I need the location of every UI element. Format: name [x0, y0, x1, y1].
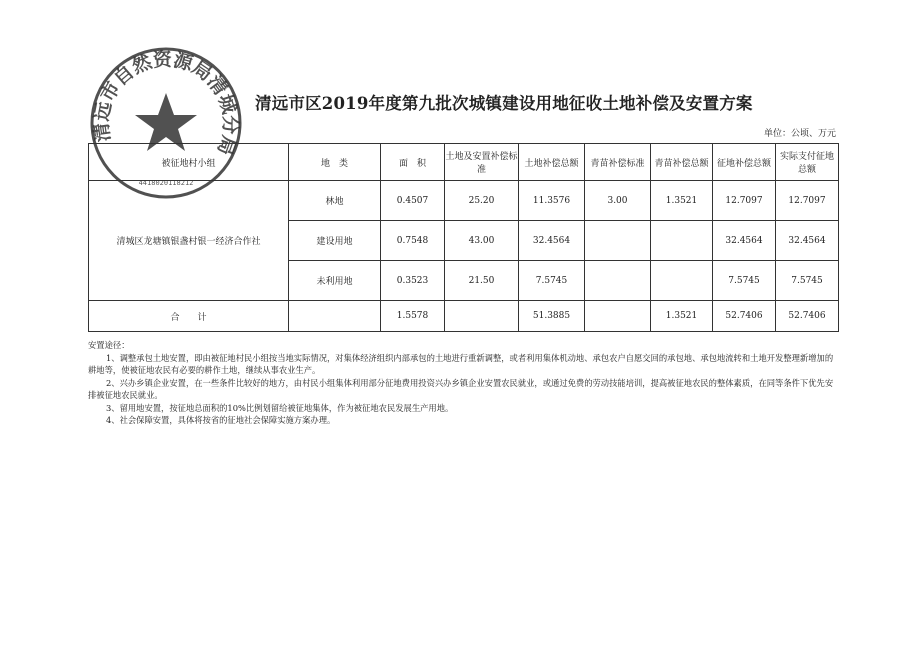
- total-row: [89, 301, 839, 332]
- table-cell: 1.3521: [651, 181, 713, 221]
- table-cell: 32.4564: [776, 221, 839, 261]
- notes-heading: 安置途径：: [88, 340, 130, 350]
- total-cell: [585, 301, 651, 332]
- header-cell: 土地补偿总额: [519, 144, 585, 181]
- table-cell: 32.4564: [519, 221, 585, 261]
- table-cell: 7.5745: [776, 261, 839, 301]
- total-cell: [289, 301, 381, 332]
- table-row: [89, 181, 839, 221]
- table-cell: 0.3523: [381, 261, 445, 301]
- table-cell: 3.00: [585, 181, 651, 221]
- total-cell: 51.3885: [519, 301, 585, 332]
- header-cell: 青苗补偿总额: [651, 144, 713, 181]
- total-cell: [445, 301, 519, 332]
- header-cell: 被征地村小组: [89, 144, 289, 181]
- total-cell: 1.5578: [381, 301, 445, 332]
- total-cell: 52.7406: [713, 301, 776, 332]
- table-cell: 7.5745: [713, 261, 776, 301]
- table-cell: [651, 261, 713, 301]
- header-cell: 地 类: [289, 144, 381, 181]
- table-cell: 0.4507: [381, 181, 445, 221]
- table-cell: 21.50: [445, 261, 519, 301]
- total-cell: 52.7406: [776, 301, 839, 332]
- compensation-table: [88, 143, 839, 332]
- svg-text:4418020118212: 4418020118212: [138, 179, 194, 187]
- table-cell: 林地: [289, 181, 381, 221]
- table-cell: [585, 221, 651, 261]
- note-item: 4、社会保障安置，具体将按省的征地社会保障实施方案办理。: [106, 415, 336, 425]
- header-cell: 青苗补偿标准: [585, 144, 651, 181]
- header-cell: 土地及安置补偿标准: [445, 144, 519, 181]
- table-cell: 12.7097: [776, 181, 839, 221]
- table-cell: 32.4564: [713, 221, 776, 261]
- total-cell: 1.3521: [651, 301, 713, 332]
- table-cell: 12.7097: [713, 181, 776, 221]
- note-item: 1、调整承包土地安置，即由被征地村民小组按当地实际情况，对集体经济组织内部承包的土地进行重新调整，或者利用集体机动地、承包农户自愿交回的承包地、承包地流转和土地开发整理新增加的耕地等，使被征地农民有必要的耕作土地，继续从事农业生产。: [88, 352, 834, 375]
- document-title: 清远市区2019年度第九批次城镇建设用地征收土地补偿及安置方案: [255, 94, 753, 113]
- table-cell: 25.20: [445, 181, 519, 221]
- note-item: 2、兴办乡镇企业安置，在一些条件比较好的地方，由村民小组集体利用部分征地费用投资兴办乡镇企业安置农民就业，或通过免费的劳动技能培训，提高被征地农民的整体素质，在同等条件下优先安排被征地农民就业。: [88, 377, 834, 400]
- table-cell: 43.00: [445, 221, 519, 261]
- header-cell: 实际支付征地总额: [776, 144, 839, 181]
- header-cell: 征地补偿总额: [713, 144, 776, 181]
- table-cell: [585, 261, 651, 301]
- total-label: 合 计: [89, 301, 289, 332]
- svg-text:清远市自然资源局清城分局: 清远市自然资源局清城分局: [90, 48, 242, 159]
- header-cell: 面 积: [381, 144, 445, 181]
- resettlement-notes: [88, 339, 840, 427]
- table-cell: 未利用地: [289, 261, 381, 301]
- village-cell: 清城区龙塘镇银盏村银一经济合作社: [89, 181, 289, 301]
- table-cell: 11.3576: [519, 181, 585, 221]
- table-cell: 建设用地: [289, 221, 381, 261]
- table-header-row: [89, 144, 839, 181]
- table-cell: [651, 221, 713, 261]
- unit-label: 单位：公顷、万元: [763, 129, 836, 139]
- table-cell: 7.5745: [519, 261, 585, 301]
- note-item: 3、留用地安置，按征地总面积的10%比例划留给被征地集体，作为被征地农民发展生产用地。: [106, 402, 454, 413]
- table-cell: 0.7548: [381, 221, 445, 261]
